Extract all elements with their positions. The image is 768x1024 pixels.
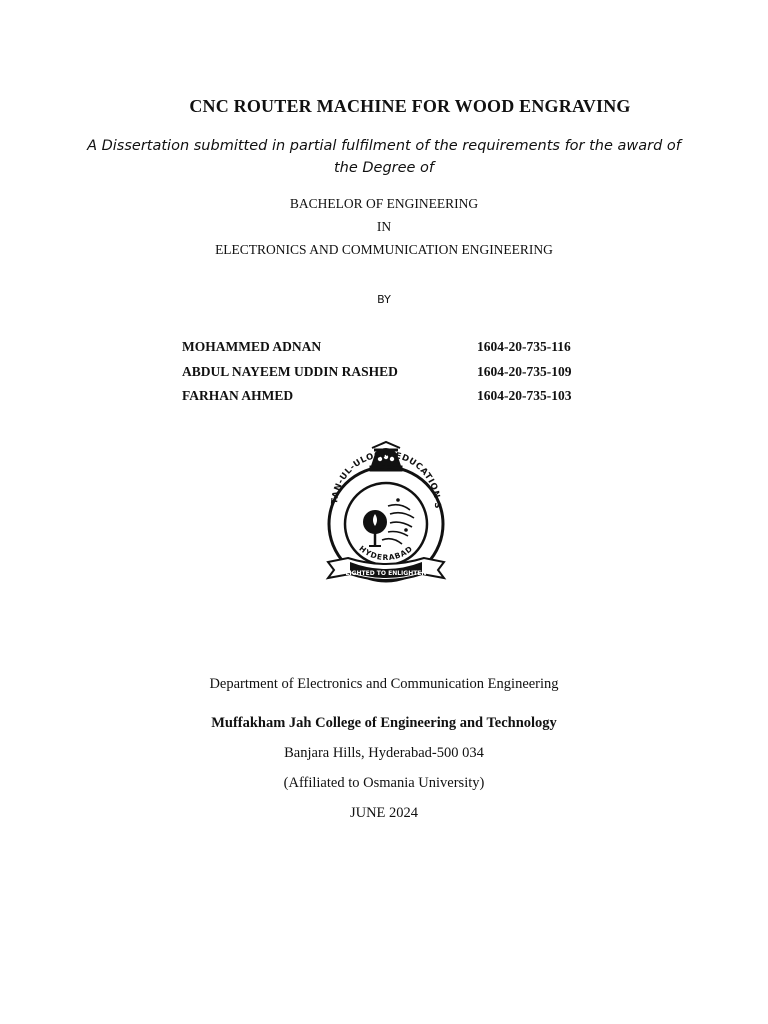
degree-line-1: BACHELOR OF ENGINEERING <box>289 196 479 211</box>
student-roll-number: 1604-20-735-103 <box>477 388 572 403</box>
department-name: Department of Electronics and Communication Engineering <box>209 676 559 692</box>
dissertation-title: CNC ROUTER MACHINE FOR WOOD ENGRAVING <box>189 96 631 116</box>
student-name: ABDUL NAYEEM UDDIN RASHED <box>182 363 398 379</box>
emblem-graphic <box>318 440 454 585</box>
student-name: MOHAMMED ADNAN <box>182 339 322 354</box>
student-list <box>182 339 602 413</box>
society-emblem-icon <box>318 440 454 585</box>
university-affiliation: (Affiliated to Osmania University) <box>283 775 485 791</box>
student-row <box>182 388 602 413</box>
emblem-motto-text: LIGHTED TO ENLIGHTEN <box>345 570 427 577</box>
svg-text:THE SULTAN-UL-ULOOM EDUCATION <box>318 440 442 509</box>
submission-date: JUNE 2024 <box>349 805 419 821</box>
college-address: Banjara Hills, Hyderabad-500 034 <box>284 745 484 761</box>
student-row <box>182 364 602 389</box>
student-row <box>182 339 602 364</box>
emblem-city-text: HYDERABAD <box>357 543 415 563</box>
student-roll-number: 1604-20-735-116 <box>477 339 571 354</box>
by-label: BY <box>377 293 391 306</box>
student-name: FARHAN AHMED <box>182 388 294 403</box>
student-roll-number: 1604-20-735-109 <box>477 363 572 379</box>
emblem-ring-text: TAN-UL-ULOOM EDUCATION S <box>329 449 443 510</box>
dissertation-subtitle: A Dissertation submitted in partial fulfilment of the requirements for the award of the Degree of <box>87 138 681 176</box>
degree-line-2: IN <box>376 219 392 234</box>
degree-line-3: ELECTRONICS AND COMMUNICATION ENGINEERING <box>215 242 553 257</box>
college-name: Muffakham Jah College of Engineering and Technology <box>211 715 557 731</box>
